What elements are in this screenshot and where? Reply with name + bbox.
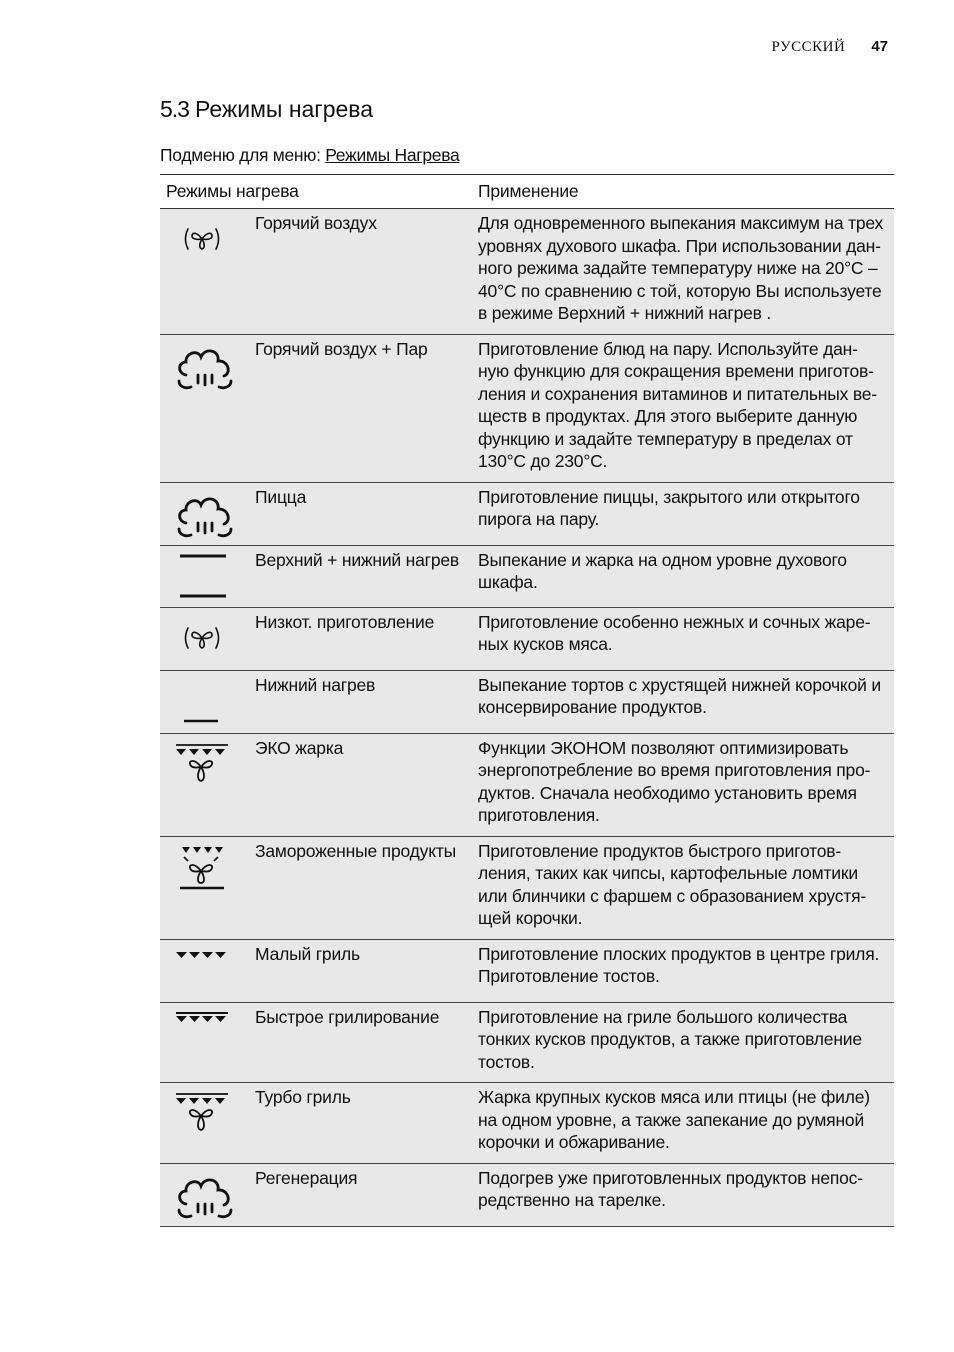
table-row [160, 209, 894, 335]
table-row [160, 1002, 894, 1083]
mode-name: Турбо гриль [247, 1083, 470, 1164]
mode-description: Для одновременного выпекания максимум на трех уровнях духового шкафа. При использовании дан-ного режима задайте температуру ниже на 20°C – 40°C по сравнению с той, которую Вы используете в режиме Верхний + нижний нагрев . [470, 209, 894, 335]
mode-icon-cell [160, 670, 247, 733]
mode-name: Быстрое грилирование [247, 1002, 470, 1083]
table-row [160, 545, 894, 607]
submenu-line [160, 145, 459, 166]
section-title-text: Режимы нагрева [194, 96, 374, 122]
mode-icon-cell [160, 1083, 247, 1164]
mode-icon-cell [160, 1163, 247, 1226]
submenu-label: Подменю для меню: [160, 145, 326, 165]
table-row [160, 670, 894, 733]
header-modes: Режимы нагрева [160, 175, 470, 209]
mode-name: ЭКО жарка [247, 733, 470, 836]
table-row [160, 1083, 894, 1164]
mode-name: Нижний нагрев [247, 670, 470, 733]
mode-name: Горячий воздух [247, 209, 470, 335]
table-row [160, 1163, 894, 1226]
mode-icon-cell [160, 482, 247, 545]
mode-description: Выпекание и жарка на одном уровне духового шкафа. [470, 545, 894, 607]
mode-name: Верхний + нижний нагрев [247, 545, 470, 607]
mode-description: Приготовление особенно нежных и сочных жаре-ных кусков мяса. [470, 607, 894, 670]
mode-icon-cell [160, 836, 247, 939]
page-number: 47 [871, 38, 888, 55]
mode-description: Подогрев уже приготовленных продуктов непос-редственно на тарелке. [470, 1163, 894, 1226]
language-label: РУССКИЙ [771, 39, 846, 55]
mode-description: Выпекание тортов с хрустящей нижней корочкой и консервирование продуктов. [470, 670, 894, 733]
table-row [160, 733, 894, 836]
section-number: 5.3 [160, 96, 189, 122]
mode-description: Функции ЭКОНОМ позволяют оптимизировать энергопотребление во время приготовления про-дуктов. Сначала необходимо установить время приготовления. [470, 733, 894, 836]
mode-icon-cell [160, 334, 247, 482]
submenu-link[interactable]: Режимы Нагрева [325, 145, 460, 165]
table-row [160, 607, 894, 670]
mode-name: Низкот. приготовление [247, 607, 470, 670]
mode-icon-cell [160, 545, 247, 607]
table-row [160, 334, 894, 482]
mode-description: Приготовление продуктов быстрого приготов-ления, таких как чипсы, картофельные ломтики или блинчики с фаршем с образованием хрустя-щей корочки. [470, 836, 894, 939]
table-header-row [160, 175, 894, 209]
mode-description: Жарка крупных кусков мяса или птицы (не филе) на одном уровне, а также запекание до румяной корочки и обжаривание. [470, 1083, 894, 1164]
mode-description: Приготовление пиццы, закрытого или открытого пирога на пару. [470, 482, 894, 545]
mode-name: Замороженные продукты [247, 836, 470, 939]
mode-description: Приготовление блюд на пару. Используйте дан-ную функцию для сокращения времени приготов-ления и сохранения витаминов и питательных ве-ществ в продуктах. Для этого выберите данную функцию и задайте температуру в пределах от 130°C до 230°C. [470, 334, 894, 482]
table-row [160, 482, 894, 545]
table-row [160, 939, 894, 1002]
mode-name: Горячий воздух + Пар [247, 334, 470, 482]
heating-modes-table [160, 174, 894, 1227]
mode-icon-cell [160, 1002, 247, 1083]
table-row [160, 836, 894, 939]
page-header [772, 38, 888, 56]
mode-name: Малый гриль [247, 939, 470, 1002]
header-usage: Применение [470, 175, 894, 209]
mode-icon-cell [160, 733, 247, 836]
mode-description: Приготовление плоских продуктов в центре гриля. Приготовление тостов. [470, 939, 894, 1002]
mode-icon-cell [160, 209, 247, 335]
mode-icon-cell [160, 939, 247, 1002]
section-title [160, 96, 373, 123]
mode-description: Приготовление на гриле большого количества тонких кусков продуктов, а также приготовление тостов. [470, 1002, 894, 1083]
mode-name: Регенерация [247, 1163, 470, 1226]
mode-icon-cell [160, 607, 247, 670]
mode-name: Пицца [247, 482, 470, 545]
